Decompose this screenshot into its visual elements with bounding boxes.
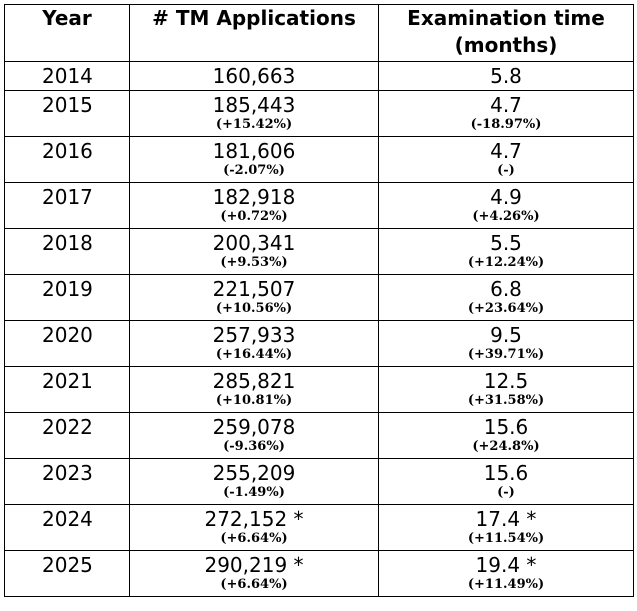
applications-value: 185,443 — [212, 93, 296, 117]
examination-time-value: 5.5 — [490, 231, 522, 255]
examination-time-change: (+11.49%) — [467, 577, 545, 592]
year-value: 2025 — [42, 553, 93, 577]
year-cell — [5, 62, 130, 91]
examination-time-change: (+12.24%) — [467, 255, 545, 270]
header-examination-line1: Examination time — [407, 6, 605, 30]
year-value: 2019 — [42, 277, 93, 301]
applications-cell — [130, 459, 379, 505]
applications-value: 255,209 — [212, 461, 296, 485]
examination-time-cell — [379, 183, 634, 229]
table-row — [5, 275, 634, 321]
year-cell — [5, 367, 130, 413]
year-value: 2021 — [42, 369, 93, 393]
examination-time-value: 17.4 * — [475, 507, 537, 531]
examination-time-value: 4.7 — [490, 93, 522, 117]
examination-time-value: 6.8 — [490, 277, 522, 301]
applications-cell — [130, 183, 379, 229]
applications-value: 272,152 * — [204, 507, 304, 531]
examination-time-cell — [379, 459, 634, 505]
applications-change: (+6.64%) — [220, 531, 288, 546]
year-value: 2016 — [42, 139, 93, 163]
examination-time-value: 9.5 — [490, 323, 522, 347]
examination-time-cell — [379, 137, 634, 183]
table-row — [5, 505, 634, 551]
year-value: 2024 — [42, 507, 93, 531]
table-row — [5, 367, 634, 413]
applications-value: 257,933 — [212, 323, 296, 347]
applications-value: 182,918 — [212, 185, 296, 209]
applications-change: (+10.81%) — [215, 393, 293, 408]
year-value: 2018 — [42, 231, 93, 255]
examination-time-change: (-18.97%) — [470, 117, 542, 132]
examination-time-value: 4.7 — [490, 139, 522, 163]
examination-time-change: (+4.26%) — [472, 209, 540, 224]
applications-cell — [130, 551, 379, 597]
examination-time-cell — [379, 413, 634, 459]
applications-cell — [130, 91, 379, 137]
table-row — [5, 413, 634, 459]
examination-time-cell — [379, 229, 634, 275]
applications-value: 285,821 — [212, 369, 296, 393]
applications-cell — [130, 367, 379, 413]
year-value: 2022 — [42, 415, 93, 439]
year-cell — [5, 321, 130, 367]
examination-time-cell — [379, 505, 634, 551]
applications-change: (+6.64%) — [220, 577, 288, 592]
year-cell — [5, 413, 130, 459]
applications-change: (-1.49%) — [223, 485, 285, 500]
examination-time-value: 15.6 — [483, 461, 529, 485]
examination-time-cell — [379, 321, 634, 367]
header-row — [5, 5, 634, 62]
table-row — [5, 183, 634, 229]
applications-cell — [130, 321, 379, 367]
applications-change: (-2.07%) — [223, 163, 285, 178]
table-row — [5, 551, 634, 597]
table-row — [5, 459, 634, 505]
year-cell — [5, 183, 130, 229]
header-year: Year — [5, 5, 130, 62]
examination-time-cell — [379, 367, 634, 413]
applications-cell — [130, 413, 379, 459]
year-cell — [5, 137, 130, 183]
table-row — [5, 229, 634, 275]
table-row — [5, 91, 634, 137]
examination-time-change: (+23.64%) — [467, 301, 545, 316]
applications-value: 160,663 — [212, 64, 296, 88]
header-applications: # TM Applications — [130, 5, 379, 62]
examination-time-value: 12.5 — [483, 369, 529, 393]
applications-change: (-9.36%) — [223, 439, 285, 454]
header-examination-line2: (months) — [454, 33, 558, 57]
examination-time-value: 4.9 — [490, 185, 522, 209]
applications-change: (+10.56%) — [215, 301, 293, 316]
applications-cell — [130, 505, 379, 551]
applications-value: 259,078 — [212, 415, 296, 439]
examination-time-cell — [379, 62, 634, 91]
year-value: 2014 — [42, 64, 93, 88]
year-value: 2020 — [42, 323, 93, 347]
table-body — [5, 62, 634, 597]
table-row — [5, 321, 634, 367]
examination-time-value: 5.8 — [490, 64, 522, 88]
year-value: 2017 — [42, 185, 93, 209]
table-row — [5, 62, 634, 91]
applications-change: (+0.72%) — [220, 209, 288, 224]
year-value: 2023 — [42, 461, 93, 485]
examination-time-cell — [379, 275, 634, 321]
applications-value: 290,219 * — [204, 553, 304, 577]
applications-change: (+15.42%) — [215, 117, 293, 132]
examination-time-value: 19.4 * — [475, 553, 537, 577]
year-cell — [5, 229, 130, 275]
table-header — [5, 5, 634, 62]
applications-value: 181,606 — [212, 139, 296, 163]
applications-cell — [130, 62, 379, 91]
examination-time-change: (+11.54%) — [467, 531, 545, 546]
applications-cell — [130, 275, 379, 321]
applications-value: 221,507 — [212, 277, 296, 301]
examination-time-change: (+24.8%) — [472, 439, 540, 454]
applications-value: 200,341 — [212, 231, 296, 255]
examination-time-change: (-) — [497, 163, 515, 178]
applications-change: (+9.53%) — [220, 255, 288, 270]
applications-cell — [130, 229, 379, 275]
year-cell — [5, 551, 130, 597]
tm-statistics-table — [4, 4, 634, 597]
year-cell — [5, 275, 130, 321]
examination-time-value: 15.6 — [483, 415, 529, 439]
examination-time-change: (+31.58%) — [467, 393, 545, 408]
table-row — [5, 137, 634, 183]
header-examination-time — [379, 5, 634, 62]
year-cell — [5, 91, 130, 137]
applications-cell — [130, 137, 379, 183]
year-value: 2015 — [42, 93, 93, 117]
examination-time-change: (-) — [497, 485, 515, 500]
examination-time-change: (+39.71%) — [467, 347, 545, 362]
examination-time-cell — [379, 551, 634, 597]
examination-time-cell — [379, 91, 634, 137]
year-cell — [5, 505, 130, 551]
year-cell — [5, 459, 130, 505]
applications-change: (+16.44%) — [215, 347, 293, 362]
